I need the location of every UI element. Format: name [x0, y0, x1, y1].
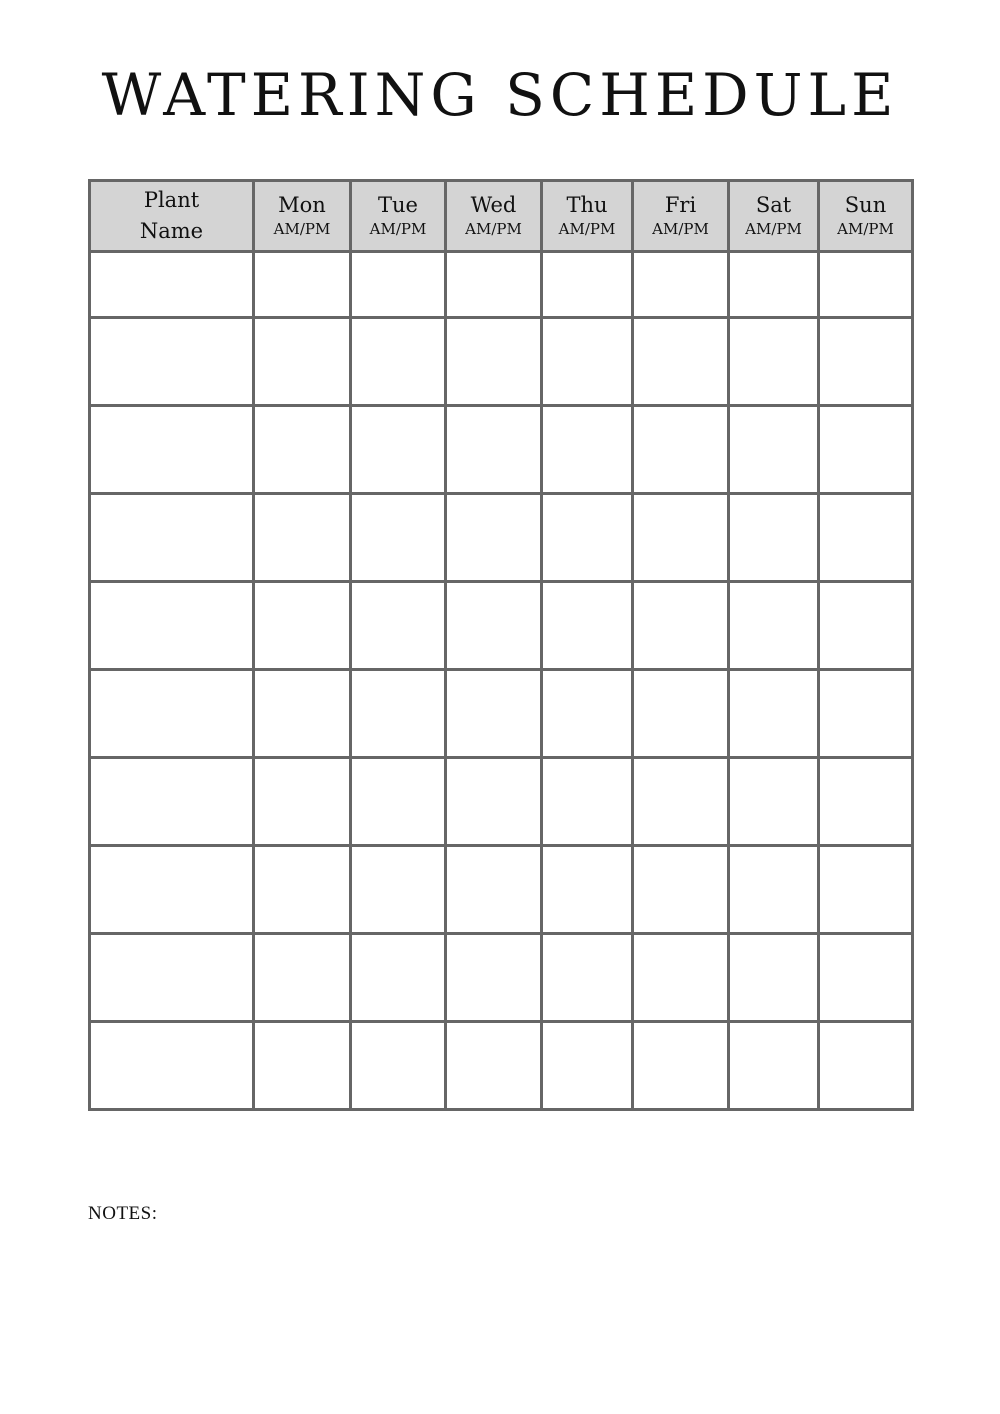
page-title: WATERING SCHEDULE [101, 61, 899, 129]
plant-header-line-1: Plant [143, 188, 200, 212]
check-cell[interactable] [542, 252, 633, 318]
check-cell[interactable] [254, 494, 351, 582]
day-time: AM/PM [369, 220, 427, 238]
check-cell[interactable] [729, 1022, 819, 1110]
check-cell[interactable] [351, 252, 446, 318]
check-cell[interactable] [633, 252, 729, 318]
table-row [90, 934, 913, 1022]
table-row [90, 1022, 913, 1110]
check-cell[interactable] [633, 406, 729, 494]
check-cell[interactable] [351, 406, 446, 494]
check-cell[interactable] [819, 1022, 913, 1110]
plant-name-cell[interactable] [90, 670, 254, 758]
check-cell[interactable] [729, 494, 819, 582]
day-header-thu [542, 181, 633, 252]
table-row [90, 846, 913, 934]
check-cell[interactable] [819, 582, 913, 670]
day-header-sat [729, 181, 819, 252]
check-cell[interactable] [446, 582, 542, 670]
day-name: Tue [378, 193, 418, 217]
day-header-fri [633, 181, 729, 252]
check-cell[interactable] [729, 406, 819, 494]
check-cell[interactable] [542, 406, 633, 494]
schedule-body [90, 252, 913, 1110]
check-cell[interactable] [819, 494, 913, 582]
check-cell[interactable] [542, 758, 633, 846]
check-cell[interactable] [729, 252, 819, 318]
day-time: AM/PM [273, 220, 331, 238]
plant-header-line-2: Name [139, 219, 204, 243]
check-cell[interactable] [729, 582, 819, 670]
day-name: Wed [470, 193, 517, 217]
check-cell[interactable] [254, 318, 351, 406]
check-cell[interactable] [446, 670, 542, 758]
check-cell[interactable] [819, 406, 913, 494]
plant-name-cell[interactable] [90, 934, 254, 1022]
check-cell[interactable] [729, 670, 819, 758]
check-cell[interactable] [254, 252, 351, 318]
check-cell[interactable] [542, 582, 633, 670]
day-time: AM/PM [465, 220, 522, 238]
check-cell[interactable] [254, 406, 351, 494]
check-cell[interactable] [446, 846, 542, 934]
plant-name-cell[interactable] [90, 846, 254, 934]
check-cell[interactable] [254, 670, 351, 758]
table-row [90, 758, 913, 846]
check-cell[interactable] [633, 494, 729, 582]
check-cell[interactable] [446, 318, 542, 406]
day-time: AM/PM [837, 220, 894, 238]
table-row [90, 582, 913, 670]
check-cell[interactable] [351, 582, 446, 670]
check-cell[interactable] [633, 582, 729, 670]
check-cell[interactable] [819, 846, 913, 934]
header-row [90, 181, 913, 252]
check-cell[interactable] [542, 318, 633, 406]
check-cell[interactable] [542, 494, 633, 582]
day-name: Sat [755, 193, 792, 217]
check-cell[interactable] [542, 1022, 633, 1110]
table-row [90, 670, 913, 758]
plant-name-cell[interactable] [90, 406, 254, 494]
check-cell[interactable] [819, 252, 913, 318]
table-row [90, 406, 913, 494]
plant-name-cell[interactable] [90, 494, 254, 582]
check-cell[interactable] [351, 934, 446, 1022]
check-cell[interactable] [254, 1022, 351, 1110]
check-cell[interactable] [254, 758, 351, 846]
notes-label: NOTES: [88, 1203, 158, 1224]
check-cell[interactable] [633, 670, 729, 758]
check-cell[interactable] [446, 406, 542, 494]
check-cell[interactable] [446, 934, 542, 1022]
check-cell[interactable] [351, 670, 446, 758]
day-name: Thu [566, 193, 608, 217]
plant-name-header [90, 181, 254, 252]
check-cell[interactable] [729, 934, 819, 1022]
day-name: Mon [278, 193, 326, 217]
table-row [90, 494, 913, 582]
check-cell[interactable] [819, 670, 913, 758]
check-cell[interactable] [351, 494, 446, 582]
day-name: Sun [844, 193, 887, 217]
day-header-mon [254, 181, 351, 252]
check-cell[interactable] [633, 846, 729, 934]
check-cell[interactable] [542, 670, 633, 758]
check-cell[interactable] [633, 934, 729, 1022]
day-time: AM/PM [652, 220, 709, 238]
check-cell[interactable] [446, 1022, 542, 1110]
check-cell[interactable] [446, 252, 542, 318]
day-header-sun [819, 181, 913, 252]
day-name: Fri [664, 193, 697, 217]
check-cell[interactable] [729, 846, 819, 934]
check-cell[interactable] [819, 758, 913, 846]
check-cell[interactable] [729, 758, 819, 846]
check-cell[interactable] [254, 846, 351, 934]
plant-name-cell[interactable] [90, 252, 254, 318]
table-row [90, 252, 913, 318]
check-cell[interactable] [819, 318, 913, 406]
watering-schedule-table [88, 179, 914, 1111]
plant-name-cell[interactable] [90, 318, 254, 406]
check-cell[interactable] [254, 934, 351, 1022]
day-time: AM/PM [745, 220, 802, 238]
check-cell[interactable] [633, 1022, 729, 1110]
check-cell[interactable] [542, 934, 633, 1022]
day-header-tue [351, 181, 446, 252]
check-cell[interactable] [819, 934, 913, 1022]
check-cell[interactable] [351, 846, 446, 934]
check-cell[interactable] [351, 1022, 446, 1110]
day-time: AM/PM [558, 220, 616, 238]
check-cell[interactable] [351, 758, 446, 846]
plant-name-cell[interactable] [90, 582, 254, 670]
plant-name-cell[interactable] [90, 758, 254, 846]
check-cell[interactable] [254, 582, 351, 670]
plant-name-cell[interactable] [90, 1022, 254, 1110]
check-cell[interactable] [351, 318, 446, 406]
table-row [90, 318, 913, 406]
check-cell[interactable] [446, 494, 542, 582]
check-cell[interactable] [446, 758, 542, 846]
check-cell[interactable] [633, 758, 729, 846]
check-cell[interactable] [542, 846, 633, 934]
day-header-wed [446, 181, 542, 252]
check-cell[interactable] [729, 318, 819, 406]
check-cell[interactable] [633, 318, 729, 406]
